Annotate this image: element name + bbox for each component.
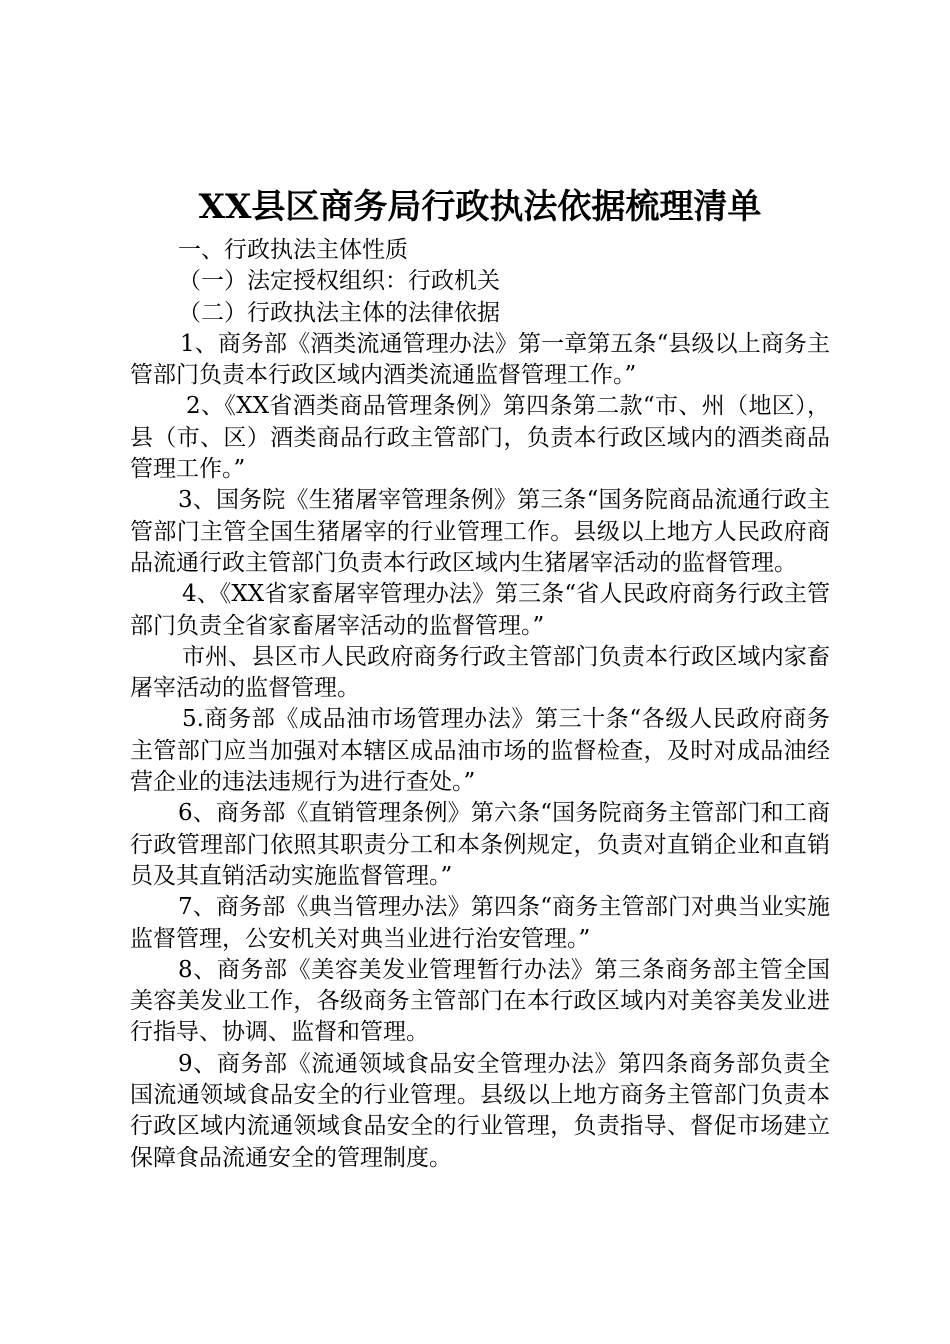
- paragraph-item-6: 6、商务部《直销管理条例》第六条“国务院商务主管部门和工商行政管理部门依照其职责分工和本条例规定，负责对直销企业和直销员及其直销活动实施监督管理。”: [130, 800, 830, 889]
- paragraph-item-1: 1、商务部《酒类流通管理办法》第一章第五条“县级以上商务主管部门负责本行政区域内酒类流通监督管理工作。”: [130, 330, 830, 389]
- paragraph-item-7: 7、商务部《典当管理办法》第四条“商务主管部门对典当业实施监督管理，公安机关对典当业进行治安管理。”: [130, 894, 830, 952]
- paragraph-item-5: 5.商务部《成品油市场管理办法》第三十条“各级人民政府商务主管部门应当加强对本辖区成品油市场的监督检查，及时对成品油经营企业的违法违规行为进行查处。”: [130, 706, 830, 796]
- section-heading-1: 一、行政执法主体性质: [178, 237, 408, 263]
- paragraph-item-3: 3、国务院《生猪屠宰管理条例》第三条“国务院商品流通行政主管部门主管全国生猪屠宰的行业管理工作。县级以上地方人民政府商品流通行政主管部门负责本行政区域内生猪屠宰活动的监督管理。: [130, 487, 830, 576]
- subsection-heading-1: （一）法定授权组织：行政机关: [178, 268, 500, 295]
- paragraph-item-9: 9、商务部《流通领域食品安全管理办法》第四条商务部负责全国流通领域食品安全的行业管理。县级以上地方商务主管部门负责本行政区域内流通领域食品安全的行业管理，负责指导、督促市场建立保障食品流通安全的管理制度。: [130, 1050, 830, 1171]
- paragraph-item-4-continued: 市州、县区市人民政府商务行政主管部门负责本行政区域内家畜屠宰活动的监督管理。: [130, 643, 830, 702]
- paragraph-item-4: 4、《XX省家畜屠宰管理办法》第三条“省人民政府商务行政主管部门负责全省家畜屠宰活动的监督管理。”: [130, 581, 830, 639]
- paragraph-item-8: 8、商务部《美容美发业管理暂行办法》第三条商务部主管全国美容美发业工作，各级商务主管部门在本行政区域内对美容美发业进行指导、协调、监督和管理。: [130, 956, 830, 1046]
- subsection-heading-2: （二）行政执法主体的法律依据: [178, 299, 500, 326]
- document-title: XX县区商务局行政执法依据梳理清单: [198, 187, 762, 227]
- paragraph-item-2: 2、《XX省酒类商品管理条例》第四条第二款“市、州（地区），县（市、区）酒类商品行政主管部门，负责本行政区域内的酒类商品管理工作。”: [130, 393, 830, 483]
- document-body: [130, 235, 830, 1174]
